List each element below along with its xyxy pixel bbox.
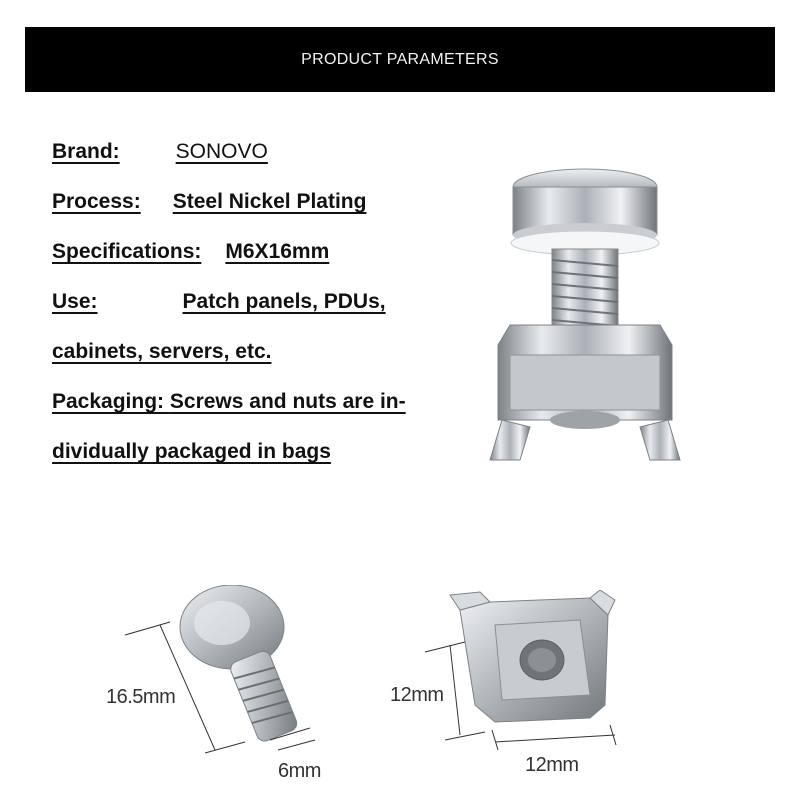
page-title: PRODUCT PARAMETERS (301, 50, 499, 68)
brand-label: Brand: (52, 140, 120, 163)
brand-value: SONOVO (175, 140, 268, 163)
screw-dimension-lines (110, 610, 330, 760)
spec-use (52, 290, 386, 314)
packaging-value-line2: dividually packaged in bags (52, 440, 331, 463)
spec-packaging (52, 390, 406, 414)
packaging-value-line1: Screws and nuts are in- (169, 390, 406, 413)
header-bar (25, 27, 775, 92)
nut-dimension-lines (420, 640, 630, 770)
spec-brand (52, 140, 268, 164)
spec-specifications (52, 240, 329, 264)
screw-cage-nut-assembly-image (480, 165, 690, 475)
use-label: Use: (52, 290, 98, 313)
nut-height-label: 12mm (390, 684, 444, 706)
specifications-value: M6X16mm (225, 240, 330, 263)
nut-width-label: 12mm (525, 754, 579, 776)
spec-use-continued (52, 340, 271, 364)
use-value-line2: cabinets, servers, etc. (52, 340, 272, 363)
spec-process (52, 190, 366, 214)
use-value-line1: Patch panels, PDUs, (182, 290, 386, 313)
process-value: Steel Nickel Plating (172, 190, 367, 213)
packaging-label: Packaging: (52, 390, 165, 413)
spec-packaging-continued (52, 440, 331, 464)
screw-diameter-label: 6mm (278, 760, 321, 782)
specifications-label: Specifications: (52, 240, 202, 263)
screw-length-label: 16.5mm (106, 686, 176, 708)
process-label: Process: (52, 190, 141, 213)
